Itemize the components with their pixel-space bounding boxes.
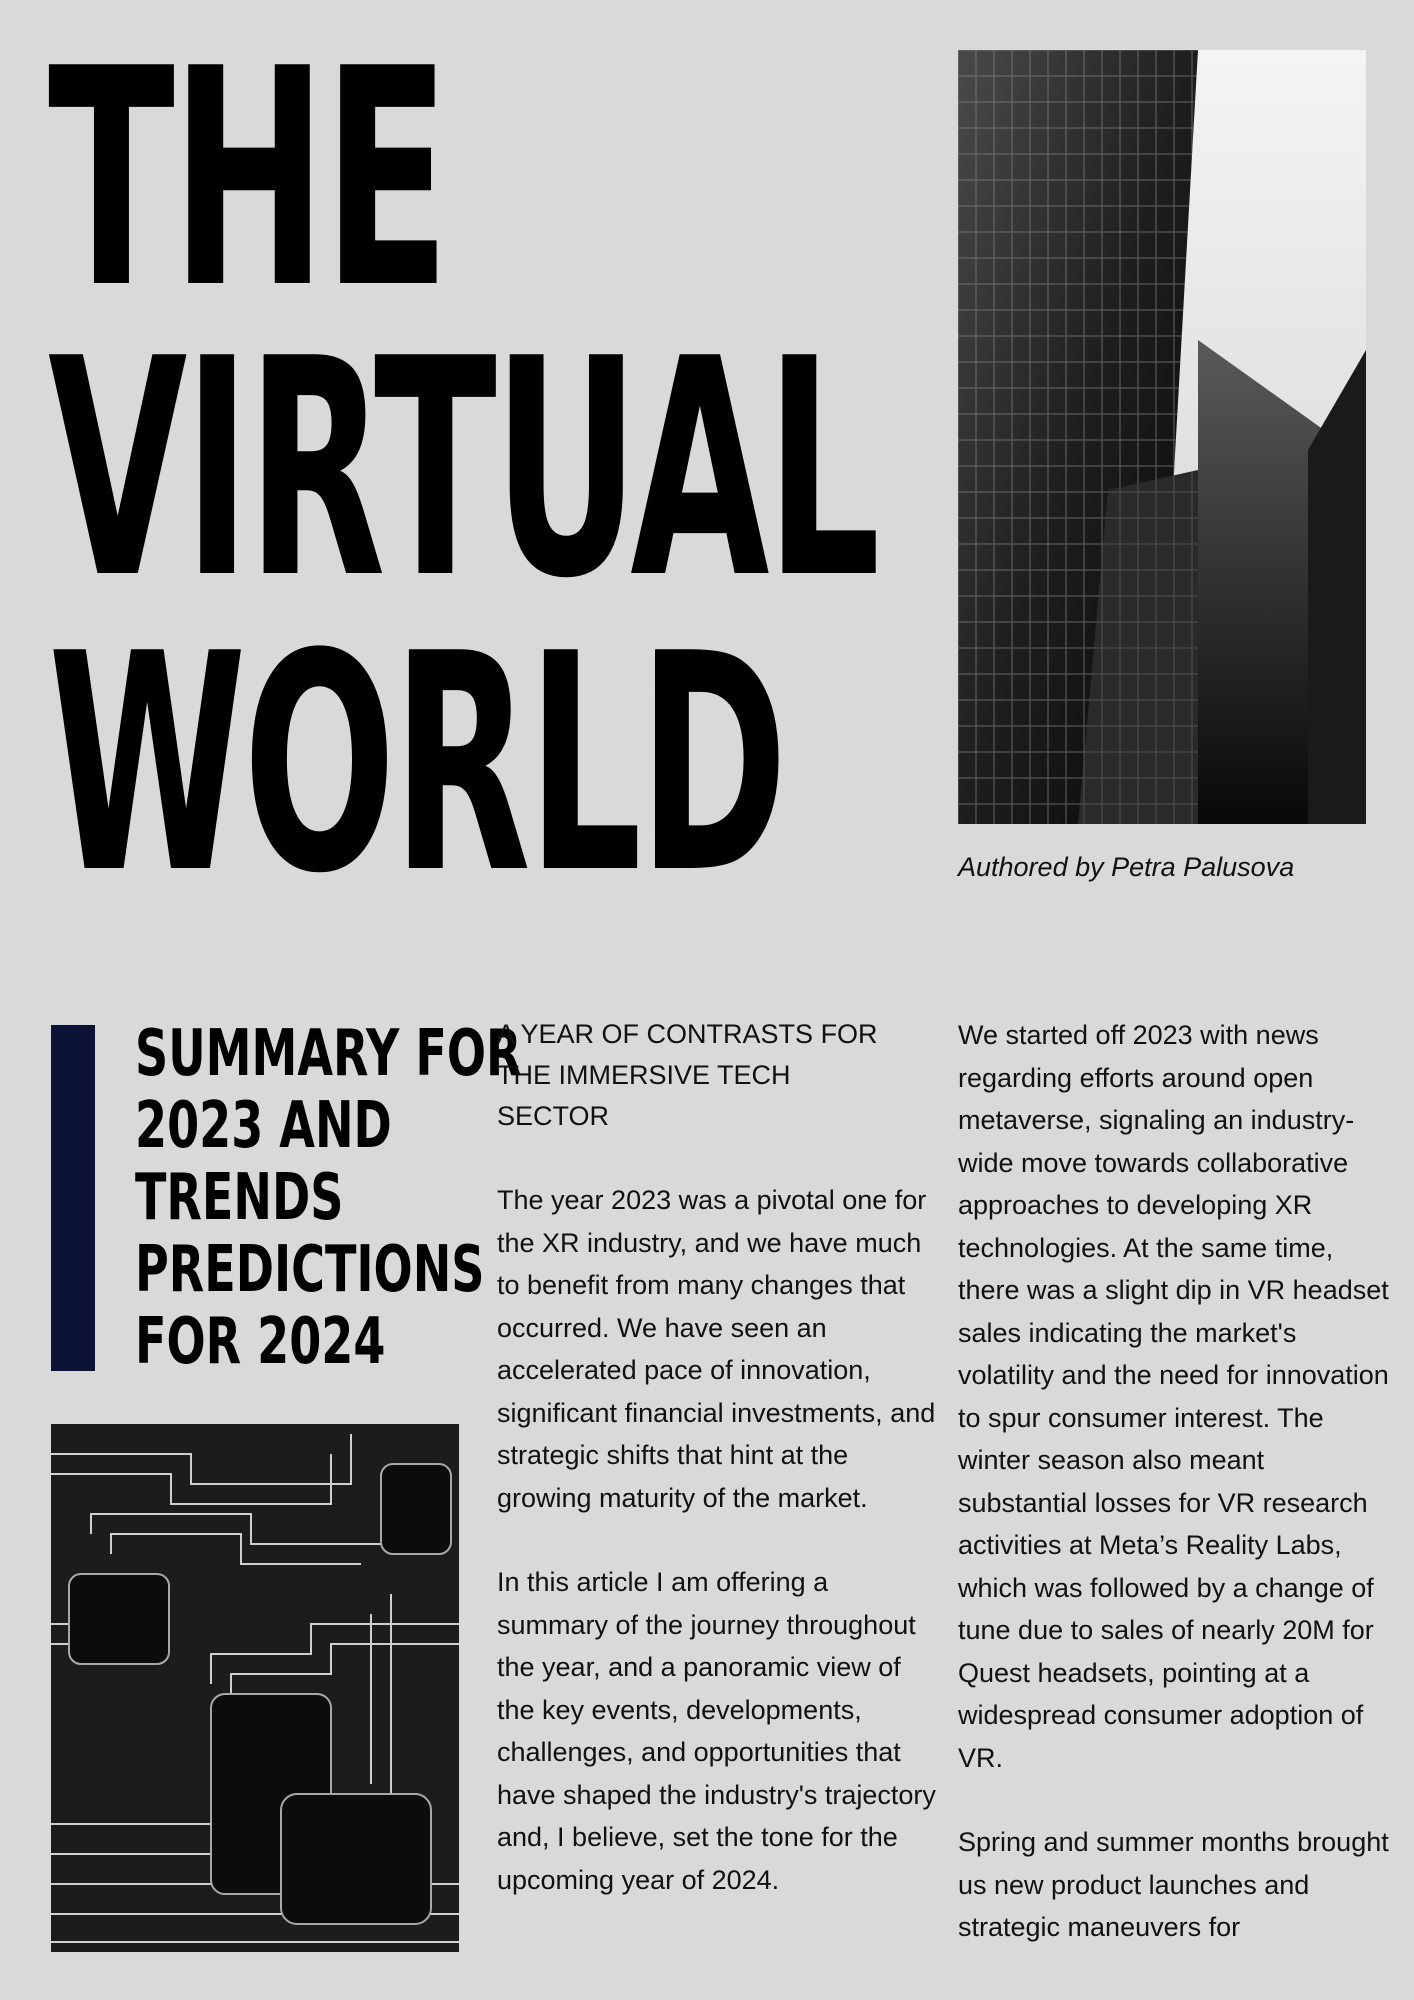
abstract-maze-photo [51, 1424, 459, 1952]
paragraph-winter: We started off 2023 with news regarding efforts around open metaverse, signaling an industry-wide move towards collaborative approaches to developing XR technologies. At the same time, there was a slight dip in VR headset sales indicating the market's volatility and the need for innovation to spur consumer interest. The winter season also meant substantial losses for VR research activities at Meta’s Reality Labs, which was followed by a change of tune due to sales of nearly 20M for Quest headsets, pointing at a widespread consumer adoption of VR. [958, 1020, 1389, 1773]
maze-image [51, 1424, 459, 1952]
skyscraper-photo [958, 50, 1366, 824]
heading-line: TRENDS [135, 1161, 344, 1235]
section-heading [135, 1018, 521, 1378]
title-line-3: WORLD [48, 590, 785, 939]
heading-line: 2023 AND [135, 1089, 392, 1163]
article-column-1 [497, 1014, 937, 1901]
article-column-2 [958, 1014, 1398, 1949]
kicker-line: SECTOR [497, 1101, 610, 1131]
accent-bar [51, 1025, 95, 1371]
paragraph-intro: The year 2023 was a pivotal one for the XR industry, and we have much to benefit from many changes that occurred. We have seen an accelerated pace of innovation, significant financial investments, and strategic shifts that hint at the growing maturity of the market. [497, 1185, 936, 1513]
paragraph-spring: Spring and summer months brought us new product launches and strategic maneuvers for [958, 1827, 1389, 1942]
kicker-line: THE IMMERSIVE TECH [497, 1060, 791, 1090]
kicker-line: A YEAR OF CONTRASTS FOR [497, 1019, 878, 1049]
title-line-1: THE [48, 5, 447, 354]
skyscraper-image [958, 50, 1366, 824]
heading-line: FOR 2024 [135, 1305, 386, 1379]
article-kicker [497, 1014, 937, 1137]
title-line-2: VIRTUAL [48, 295, 878, 644]
heading-line: SUMMARY FOR [135, 1017, 522, 1091]
paragraph-summary: In this article I am offering a summary of the journey throughout the year, and a panoramic view of the key events, developments, challenges, and opportunities that have shaped the industry's trajectory and, I believe, set the tone for the upcoming year of 2024. [497, 1567, 936, 1895]
heading-line: PREDICTIONS [135, 1233, 485, 1307]
author-credit: Authored by Petra Palusova [958, 852, 1295, 882]
